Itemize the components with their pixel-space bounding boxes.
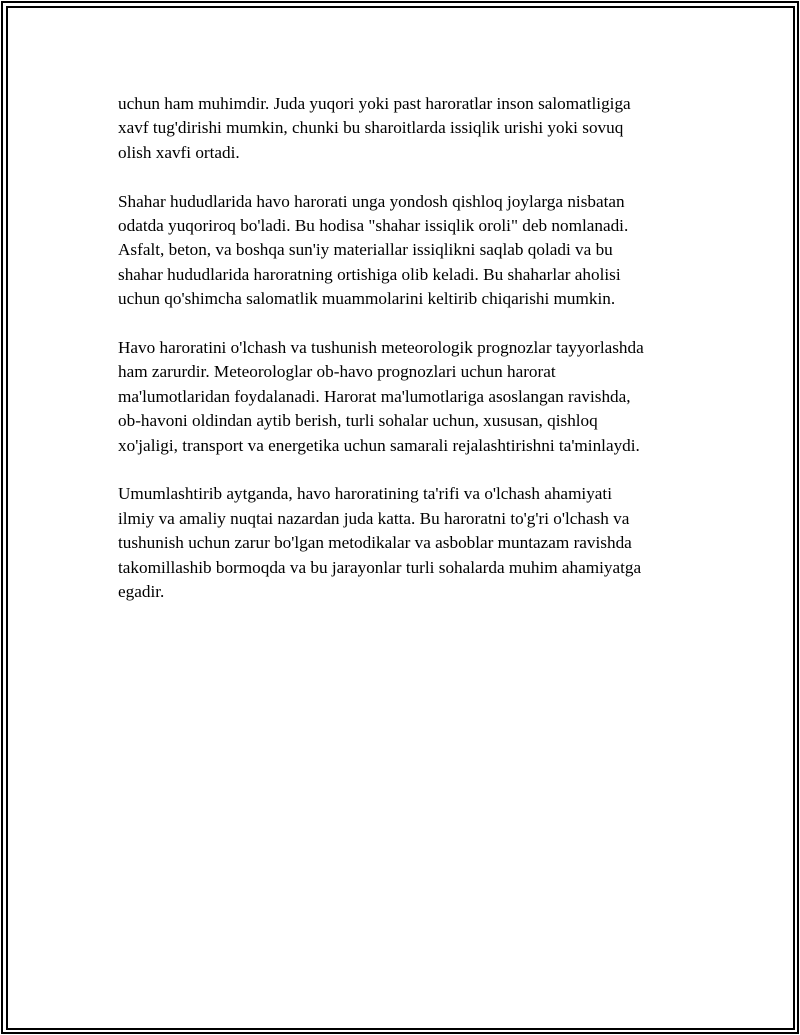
paragraph-4 [118, 482, 688, 604]
text-line: xavf tug'dirishi mumkin, chunki bu sharoitlarda issiqlik urishi yoki sovuq [118, 118, 624, 138]
text-line: olish xavfi ortadi. [118, 142, 240, 162]
text-line: ilmiy va amaliy nuqtai nazardan juda katta. Bu haroratni to'g'ri o'lchash va [118, 508, 630, 528]
paragraph-2 [118, 190, 688, 312]
text-line: uchun qo'shimcha salomatlik muammolarini keltirib chiqarishi mumkin. [118, 289, 616, 309]
text-line: shahar hududlarida haroratning ortishiga olib keladi. Bu shaharlar aholisi [118, 264, 621, 284]
text-line: ham zarurdir. Meteorologlar ob-havo prognozlari uchun harorat [118, 362, 556, 382]
text-line: Shahar hududlarida havo harorati unga yondosh qishloq joylarga nisbatan [118, 191, 625, 211]
text-line: xo'jaligi, transport va energetika uchun samarali rejalashtirishni ta'minlaydi. [118, 435, 640, 455]
text-line: tushunish uchun zarur bo'lgan metodikalar va asboblar muntazam ravishda [118, 533, 632, 553]
text-line: odatda yuqoriroq bo'ladi. Bu hodisa "shahar issiqlik oroli" deb nomlanadi. [118, 216, 629, 236]
text-line: takomillashib bormoqda va bu jarayonlar turli sohalarda muhim ahamiyatga [118, 557, 642, 577]
paragraph-3 [118, 336, 688, 458]
text-line: uchun ham muhimdir. Juda yuqori yoki past haroratlar inson salomatligiga [118, 94, 631, 113]
text-line: Umumlashtirib aytganda, havo haroratining ta'rifi va o'lchash ahamiyati [118, 484, 612, 504]
text-line: ob-havoni oldindan aytib berish, turli sohalar uchun, xususan, qishloq [118, 411, 598, 431]
text-line: Havo haroratini o'lchash va tushunish meteorologik prognozlar tayyorlashda [118, 338, 644, 358]
text-line: Asfalt, beton, va boshqa sun'iy materiallar issiqlikni saqlab qoladi va bu [118, 240, 613, 260]
paragraph-1 [118, 92, 688, 165]
document-body [118, 92, 688, 629]
text-line: egadir. [118, 582, 165, 602]
text-line: ma'lumotlaridan foydalanadi. Harorat ma'lumotlariga asoslangan ravishda, [118, 386, 631, 406]
